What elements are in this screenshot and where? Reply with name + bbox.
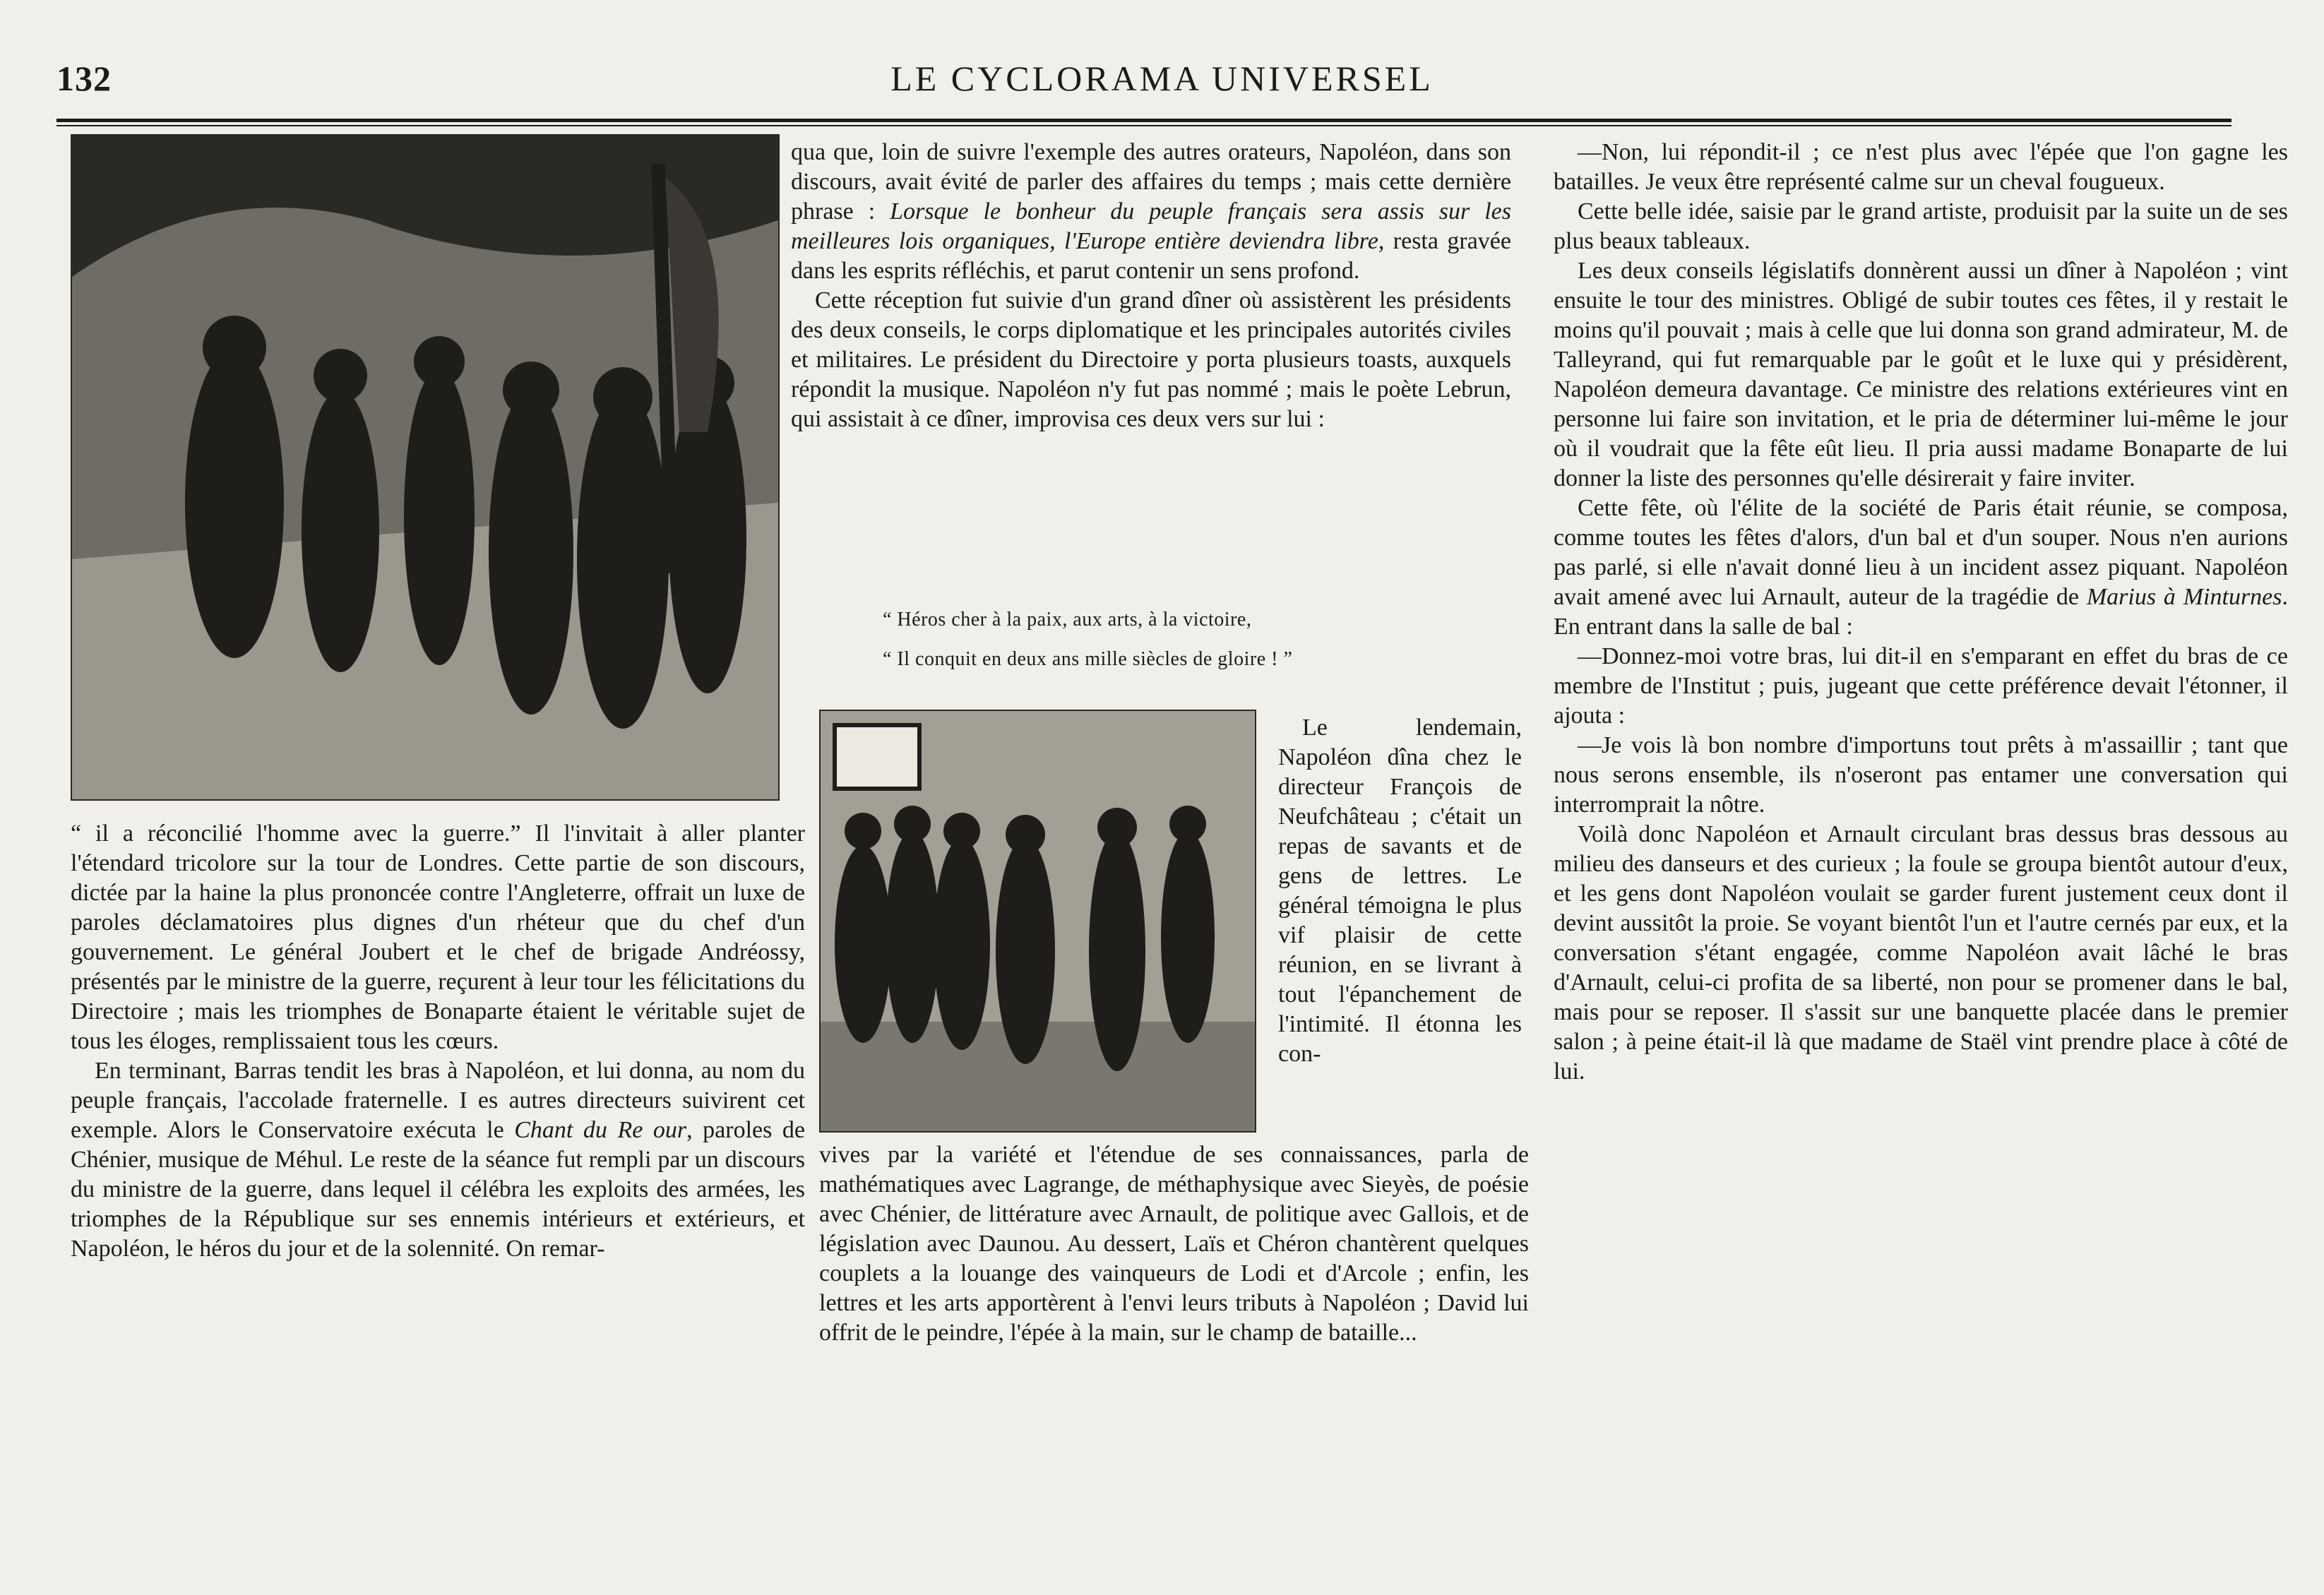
page-number: 132 [56,59,112,98]
paragraph: En terminant, Barras tendit les bras à Napoléon, et lui donna, au nom du peuple français, l'accolade fraternelle. I es autres directeurs suivirent cet exemple. Alors le Conservatoire exécuta le Chant du Re our, paroles de Chénier, musique de Méhul. Le reste de la séance fut rempli par un discours du ministre de la guerre, dans lequel il célébra les exploits des armées, les triomphes de la République sur ses ennemis intérieurs et extérieurs, et Napoléon, le héros du jour et de la solennité. On remar- [71,1058,805,1262]
header-rule-thin [56,125,2231,126]
paragraph: —Donnez-moi votre bras, lui dit-il en s'emparant en effet du bras de ce membre de l'Institut ; puis, jugeant que cette préférence devait l'étonner, il ajouta : [1554,643,2288,729]
engraving-reception-illustration [71,134,780,801]
paragraph: —Je vois là bon nombre d'importuns tout prêts à m'assaillir ; tant que nous serons ensemble, ils n'oseront pas entamer une conversation qui interromprait la nôtre. [1554,732,2288,818]
paragraph: —Non, lui répondit-il ; ce n'est plus avec l'épée que l'on gagne les batailles. Je veux être représenté calme sur un cheval fougueux. [1554,139,2288,195]
header-rule [56,119,2231,122]
verse-line: “ Il conquit en deux ans mille siècles de gloire ! ” [883,648,1293,670]
paragraph: Cette réception fut suivie d'un grand dîner où assistèrent les présidents des deux conseils, le corps diplomatique et les principales autorités civiles et militaires. Le président du Directoire y porta plusieurs toasts, auxquels répondit la musique. Napoléon n'y fut pas nommé ; mais le poète Lebrun, qui assistait à ce dîner, improvisa ces deux vers sur lui : [791,287,1511,432]
column-middle-bottom [819,1140,1529,1348]
paragraph: qua que, loin de suivre l'exemple des autres orateurs, Napoléon, dans son discours, avait évité de parler des affaires du temps ; mais cette dernière phrase : Lorsque le bonheur du peuple français sera assis sur les meilleures lois organiques, l'Europe entière deviendra libre, resta gravée dans les esprits réfléchis, et parut contenir un sens profond. [791,139,1511,284]
verse-quote [883,600,1292,679]
running-title: LE CYCLORAMA UNIVERSEL [890,59,1434,98]
paragraph: Cette belle idée, saisie par le grand artiste, produisit par la suite un de ses plus beaux tableaux. [1554,198,2288,254]
paragraph: Voilà donc Napoléon et Arnault circulant bras dessus bras dessous au milieu des danseurs et des curieux ; la foule se groupa bientôt autour d'eux, et les gens dont Napoléon voulait se garder furent justement ceux dont il devint aussitôt la proie. Se voyant bientôt l'un et l'autre cernés par eux, et la conversation s'étant engagée, comme Napoléon avait lâché le bras d'Arnault, celui-ci profita de sa liberté, non pour se promener dans le bal, mais pour se reposer. Il s'assit sur une banquette placée dans le premier salon ; à peine était-il là que madame de Staël vint prendre place à côté de lui. [1554,821,2288,1085]
paragraph: “ il a réconcilié l'homme avec la guerre.” Il l'invitait à aller planter l'étendard tricolore sur la tour de Londres. Cette partie de son discours, dictée par la haine la plus prononcée contre l'Angleterre, offrait un luxe de paroles déclamatoires plus dignes d'un rhéteur que du chef d'un gouvernement. Le général Joubert et le chef de brigade Andréossy, présentés par le ministre de la guerre, reçurent à leur tour les félicitations du Directoire ; mais les triomphes de Bonaparte étaient le véritable sujet de tous les éloges, remplissaient tous les cœurs. [71,820,805,1054]
paragraph: Cette fête, où l'élite de la société de Paris était réunie, se composa, comme toutes les fêtes d'alors, d'un bal et d'un souper. Nous n'en aurions pas parlé, si elle n'avait donné lieu à un incident assez piquant. Napoléon avait amené avec lui Arnault, auteur de la tragédie de Marius à Minturnes. En entrant dans la salle de bal : [1554,495,2288,640]
column-right [1554,138,2288,1087]
paragraph: vives par la variété et l'étendue de ses connaissances, parla de mathématiques avec Lagrange, de méthaphysique avec Sieyès, de poésie avec Chénier, de littérature avec Arnault, de politique avec Gallois, et de législation avec Daunou. Au dessert, Laïs et Chéron chantèrent quelques couplets a la louange des vainqueurs de Lodi et d'Arcole ; enfin, les lettres et les arts apportèrent à l'envi leurs tributs à Napoléon ; David lui offrit de le peindre, l'épée à la main, sur le champ de bataille... [819,1142,1529,1346]
verse-line: “ Héros cher à la paix, aux arts, à la victoire, [883,609,1252,631]
engraving-dinner-illustration [819,710,1256,1133]
column-left [71,819,805,1264]
column-middle-narrow [1278,713,1522,1069]
column-middle-top [791,138,1511,434]
paragraph: Le lendemain, Napoléon dîna chez le directeur François de Neufchâteau ; c'était un repas de savants et de gens de lettres. Le général témoigna le plus vif plaisir de cette réunion, en se livrant à tout l'épanchement de l'intimité. Il étonna les con- [1278,715,1522,1067]
paragraph: Les deux conseils législatifs donnèrent aussi un dîner à Napoléon ; vint ensuite le tour des ministres. Obligé de subir toutes ces fêtes, il y restait le moins qu'il pouvait ; mais à celle que lui donna son grand admirateur, M. de Talleyrand, qui fut remarquable par le goût et le luxe qui y présidèrent, Napoléon demeura davantage. Ce ministre des relations extérieures vint en personne lui faire son invitation, et le pria de déterminer lui-même le jour où il voudrait que la fête eût lieu. Il pria aussi madame Bonaparte de lui donner la liste des personnes qu'elle désirerait y faire inviter. [1554,258,2288,491]
